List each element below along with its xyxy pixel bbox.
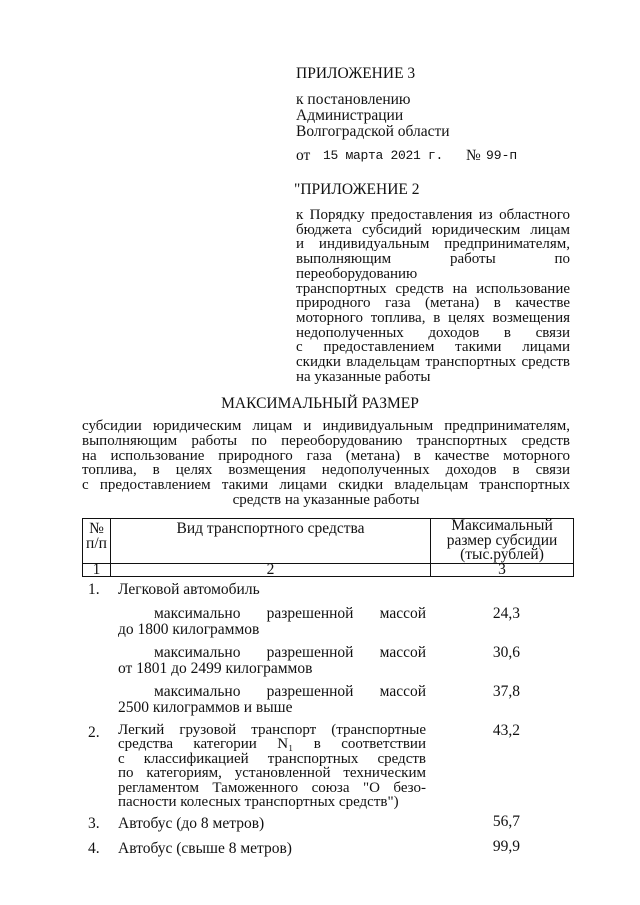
row-line: с классификацией транспортных средств [118,750,426,767]
row-num: 4. [88,840,100,857]
quoted-line: недополученных доходов в связи [296,324,570,341]
table-right-border [573,518,574,577]
document-heading: МАКСИМАЛЬНЫЙ РАЗМЕР [221,395,419,412]
row-line: максимально разрешенной массой [154,644,426,661]
subtitle-line: выполняющим работы по переоборудованию транспортных средств [82,432,570,449]
row-value: 56,7 [492,813,520,830]
header-max-line: Максимальный [451,517,553,534]
subtitle-line: субсидии юридическим лицам и индивидуальным предпринимателям, [82,418,570,434]
row-line: максимально разрешенной массой [154,683,426,700]
row-num: 1. [88,581,100,598]
row-line: 2500 килограммов и выше [118,699,293,716]
quoted-line: выполняющим работы по переоборудованию [296,251,570,282]
date-prefix: от [296,147,311,164]
quoted-line: природного газа (метана) в качестве [296,295,570,312]
quoted-line: бюджета субсидий юридическим лицам [296,221,570,238]
row-title: Автобус (до 8 метров) [118,815,265,832]
header-num-line: № [89,520,104,537]
quoted-line: к Порядку предоставления из областного [296,207,570,223]
row-num: 2. [88,724,100,741]
subtitle-line: с предоставлением такими лицами скидки владельцам транспортных [82,477,570,494]
document-subtitle [82,419,570,508]
table-row [118,645,426,677]
row-line: от 1801 до 2499 килограммов [118,660,313,677]
row-line: до 1800 килограммов [118,621,260,638]
colnum-3: 3 [498,561,506,578]
row-line: средства категории N₁ в соответствии [118,736,426,753]
number-label: № [466,147,481,164]
table-row [118,606,426,638]
row-value: 43,2 [492,722,520,739]
row-line: Легкий грузовой транспорт (транспортные [118,722,426,738]
table-row [118,684,426,716]
header-num [83,521,110,551]
row-line: регламентом Таможенного союза "О безо- [118,779,426,796]
quoted-line: скидки владельцам транспортных средств [296,354,570,371]
row-value: 99,9 [492,838,520,855]
quoted-line: транспортных средств на использование [296,280,570,297]
quoted-line: с предоставлением такими лицами [296,339,570,356]
subtitle-line: на использование природного газа (метана) в качестве моторного [82,447,570,464]
appendix-title: ПРИЛОЖЕНИЕ 3 [296,65,416,82]
row-line: по категориям, установленной техническим [118,765,426,782]
header-max-line: (тыс.рублей) [460,546,544,563]
header-max [431,519,573,563]
quoted-line: моторного топлива, в целях возмещения [296,309,570,326]
date-value: 15 марта 2021 г. [323,148,444,163]
header-max-line: размер субсидии [446,531,558,549]
row-value: 30,6 [492,644,520,661]
row-value: 37,8 [492,683,520,700]
table-row [118,723,426,809]
row-title: Легковой автомобиль [118,581,260,598]
subtitle-line: топлива, в целях возмещения недополученных доходов в связи [82,462,570,479]
subtitle-line: средств на указанные работы [232,491,420,508]
row-title: Автобус (свыше 8 метров) [118,840,292,857]
row-value: 24,3 [492,605,520,622]
quoted-appendix-body [296,208,570,384]
quoted-line: на указанные работы [296,368,431,385]
colnum-2: 2 [266,561,275,578]
number-value: 99-п [486,148,518,163]
resolution-line-2: Администрации [296,107,404,124]
header-vehicle: Вид транспортного средства [176,520,365,537]
row-num: 3. [88,815,100,832]
resolution-line-3: Волгоградской области [296,123,450,140]
row-line: максимально разрешенной массой [154,605,426,622]
quoted-line: и индивидуальным предпринимателям, [296,236,570,253]
resolution-line-1: к постановлению [296,91,411,108]
header-num-line: п/п [86,535,107,552]
colnum-1: 1 [92,561,101,578]
quoted-appendix-title: "ПРИЛОЖЕНИЕ 2 [294,181,420,198]
row-line: пасности колесных транспортных средств") [118,794,399,811]
